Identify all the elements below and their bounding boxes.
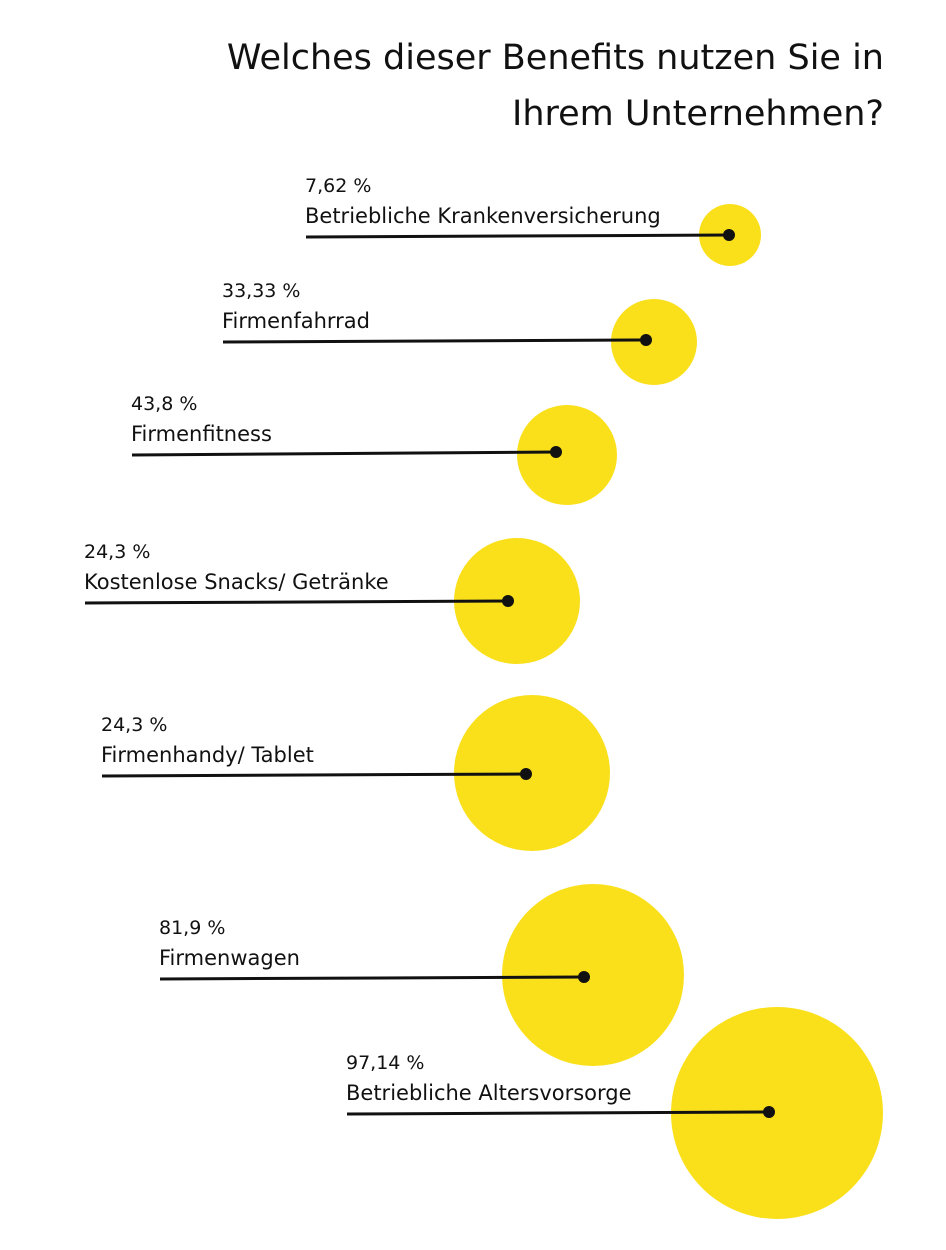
- category-label-5: Firmenhandy/ Tablet: [101, 743, 314, 767]
- bubble-3: [517, 405, 617, 505]
- category-label-1: Betriebliche Krankenversicherung: [305, 204, 661, 228]
- leader-dot-1: [723, 229, 735, 241]
- leader-line-2: [223, 340, 646, 342]
- value-label-7: 97,14 %: [346, 1052, 425, 1074]
- leader-dot-4: [502, 595, 514, 607]
- leader-dot-2: [640, 334, 652, 346]
- value-label-1: 7,62 %: [305, 175, 372, 197]
- chart-title-line-1: Welches dieser Benefits nutzen Sie in: [226, 38, 884, 78]
- leader-line-5: [102, 774, 526, 776]
- leader-line-4: [85, 601, 508, 603]
- leader-dot-5: [520, 768, 532, 780]
- category-label-2: Firmenfahrrad: [222, 309, 371, 333]
- category-label-4: Kostenlose Snacks/ Getränke: [84, 570, 389, 594]
- chart-title-line-2: Ihrem Unternehmen?: [512, 94, 884, 134]
- leader-dot-7: [763, 1106, 775, 1118]
- leader-line-3: [132, 452, 556, 455]
- value-label-2: 33,33 %: [222, 280, 301, 302]
- leader-dot-6: [578, 971, 590, 983]
- leader-dot-3: [550, 446, 562, 458]
- value-label-6: 81,9 %: [159, 917, 226, 939]
- leader-line-7: [347, 1112, 769, 1114]
- leader-line-1: [306, 235, 729, 237]
- bubble-6: [502, 884, 684, 1066]
- value-label-3: 43,8 %: [131, 393, 198, 415]
- category-label-7: Betriebliche Altersvorsorge: [346, 1081, 632, 1105]
- category-label-6: Firmenwagen: [159, 946, 300, 970]
- category-label-3: Firmenfitness: [131, 422, 272, 446]
- value-label-4: 24,3 %: [84, 541, 151, 563]
- bubble-2: [611, 299, 697, 385]
- value-label-5: 24,3 %: [101, 714, 168, 736]
- leader-line-6: [160, 977, 584, 979]
